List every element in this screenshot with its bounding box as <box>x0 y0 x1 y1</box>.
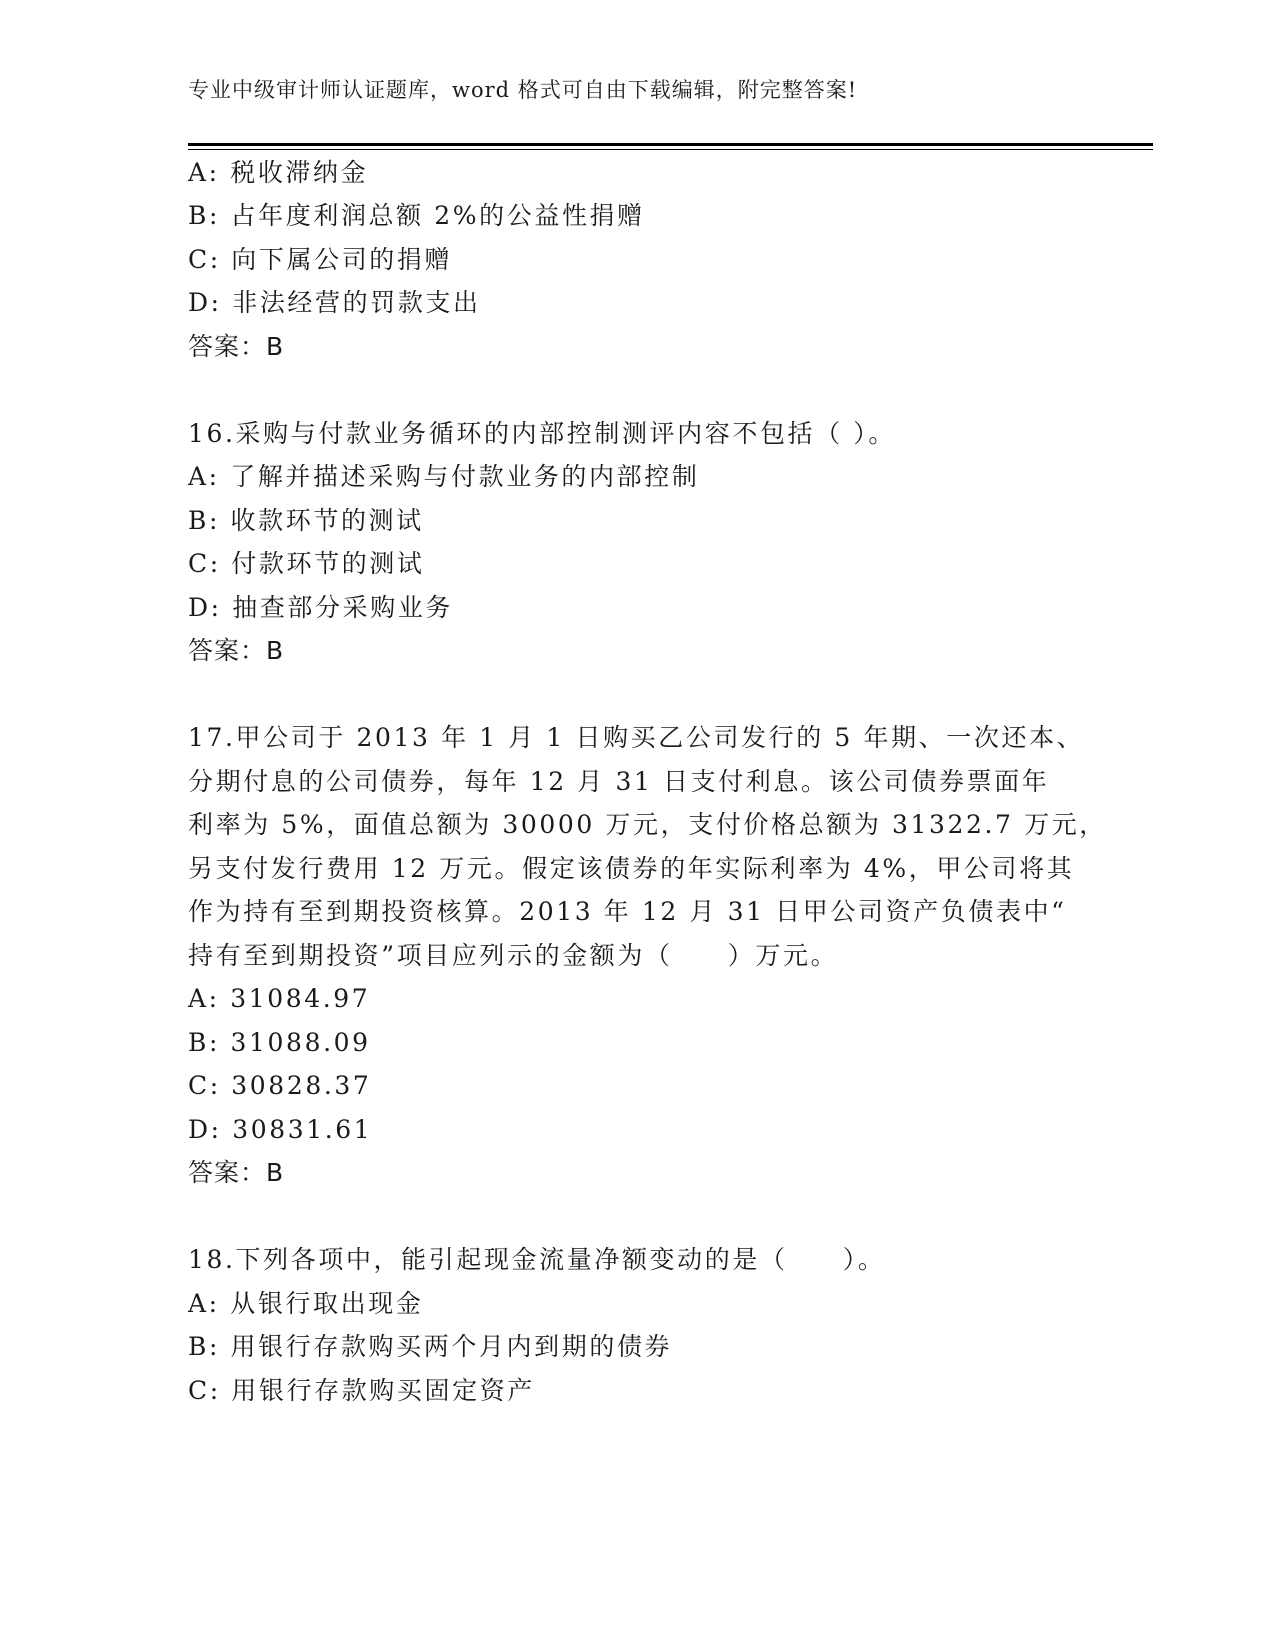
q15-option-a: A: 税收滞纳金 <box>188 158 369 187</box>
q17-option-d: D: 30831.61 <box>188 1115 373 1144</box>
page-header: 专业中级审计师认证题库，word 格式可自由下载编辑，附完整答案! <box>188 78 858 102</box>
q16-stem: 16.采购与付款业务循环的内部控制测评内容不包括（ ）。 <box>188 419 897 448</box>
q17-stem-line-3: 利率为 5%，面值总额为 30000 万元，支付价格总额为 31322.7 万元， <box>188 810 1107 839</box>
q18-option-b: B: 用银行存款购买两个月内到期的债券 <box>188 1332 673 1361</box>
q15-answer: 答案：B <box>188 332 285 361</box>
q17-stem-line-1: 17.甲公司于 2013 年 1 月 1 日购买乙公司发行的 5 年期、一次还本、 <box>188 723 1085 752</box>
q17-stem-line-2: 分期付息的公司债券，每年 12 月 31 日支付利息。该公司债券票面年 <box>188 767 1050 796</box>
header-rule-thick <box>188 143 1153 146</box>
q15-option-c: C: 向下属公司的捐赠 <box>188 245 453 274</box>
header-rule-thin <box>188 149 1153 150</box>
q16-option-c: C: 付款环节的测试 <box>188 549 425 578</box>
q16-option-a: A: 了解并描述采购与付款业务的内部控制 <box>188 462 700 491</box>
q15-option-b: B: 占年度利润总额 2%的公益性捐赠 <box>188 201 645 230</box>
q15-option-d: D: 非法经营的罚款支出 <box>188 288 481 317</box>
q16-option-b: B: 收款环节的测试 <box>188 506 424 535</box>
q17-stem-line-5: 作为持有至到期投资核算。2013 年 12 月 31 日甲公司资产负债表中“ <box>188 897 1067 926</box>
q17-option-c: C: 30828.37 <box>188 1071 372 1100</box>
q18-option-a: A: 从银行取出现金 <box>188 1289 424 1318</box>
q17-stem-line-4: 另支付发行费用 12 万元。假定该债券的年实际利率为 4%，甲公司将其 <box>188 854 1075 883</box>
q17-answer: 答案：B <box>188 1158 285 1187</box>
q17-option-b: B: 31088.09 <box>188 1028 371 1057</box>
q16-option-d: D: 抽查部分采购业务 <box>188 593 454 622</box>
q17-option-a: A: 31084.97 <box>188 984 371 1013</box>
q16-answer: 答案：B <box>188 636 285 665</box>
q18-stem: 18.下列各项中，能引起现金流量净额变动的是（ ）。 <box>188 1245 886 1274</box>
q17-stem-line-6: 持有至到期投资”项目应列示的金额为（ ）万元。 <box>188 941 839 970</box>
q18-option-c: C: 用银行存款购买固定资产 <box>188 1376 535 1405</box>
